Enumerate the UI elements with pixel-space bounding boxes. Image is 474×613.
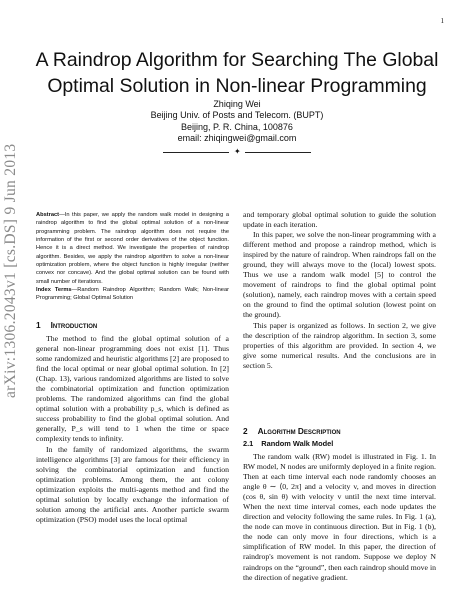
subsection-number: 2.1	[243, 439, 254, 448]
abstract-text: —In this paper, we apply the random walk model in designing a raindrop algorithm to find the global optimal solution of a non-linear programming problem. The raindrop algorithm does not require the information of the first or second order derivatives of the object function. Hence it is a direct method. We investigate the properties of raindrop algorithm. Besides, we apply the raindrop algorithm to solve a non-linear optimization problem, where the object function is highly irregular (neither convex nor concave). And the global optimal solution can be found with small number of iterations.	[36, 212, 229, 285]
paper-title	[30, 47, 444, 99]
author-block	[30, 99, 444, 144]
title-divider	[163, 149, 311, 156]
paper-title-line-1: A Raindrop Algorithm for Searching The Global	[35, 49, 439, 71]
author-affiliation: Beijing Univ. of Posts and Telecom. (BUPT)	[150, 110, 324, 121]
divider-line-right	[245, 152, 311, 153]
index-terms-text: —Random Raindrop Algorithm; Random Walk; Non-linear Programming; Global Optimal Solution	[36, 287, 229, 302]
index-terms-label: Index Terms	[36, 287, 72, 293]
author-email[interactable]: email: zhiqingwei@gmail.com	[177, 132, 297, 143]
random-walk-body	[243, 452, 436, 583]
section-number: 2	[243, 426, 248, 436]
section-heading-introduction	[36, 320, 97, 330]
introduction-body	[36, 334, 229, 525]
paper-title-line-2: Optimal Solution in Non-linear Programming	[47, 75, 427, 97]
divider-star-icon: ✦	[234, 147, 241, 156]
page-number: 1	[440, 17, 444, 25]
paragraph: In the family of randomized algorithms, the swarm intelligence algorithms [3] are famous for their efficiency in solving the combinatorial optimization and function optimization problems. Among them, the ant colony optimization exploits the multi-agents method and find the optimal solution by locally exchange the information of solution among the artificial ants. Another particle swarm optimization (PSO) model uses the local optimal	[36, 444, 229, 524]
subsection-title: Random Walk Model	[261, 439, 334, 448]
paragraph: and temporary global optimal solution to guide the solution update in each iteration.	[243, 210, 436, 230]
paragraph: The random walk (RW) model is illustrated in Fig. 1. In RW model, N nodes are uniformly deployed in a finite region. Then at each time interval each node randomly chooses an angle θ ∼ ⟨0, 2π] and a velocity v, and moves in direction (cos θ, sin θ) with velocity v until the next time interval. When the next time interval comes, each node updates the direction and velocity following the same rules. In Fig. 1 (a), the node can move in continuous direction. But in Fig. 1 (b), the node can only move in four directions, which is a simplification of RW model. In this paper, the direction of raindrop's movement is not random. Suppose we deploy N raindrops on the “ground”, then each raindrop should move in the direction of negative gradient.	[243, 452, 436, 582]
author-name: Zhiqing Wei	[213, 99, 261, 109]
section-title: Introduction	[50, 320, 98, 330]
author-city: Beijing, P. R. China, 100876	[181, 121, 293, 132]
arxiv-identifier-stamp[interactable]: arXiv:1306.2043v1 [cs.DS] 9 Jun 2013	[2, 143, 19, 398]
section-heading-algorithm	[243, 426, 341, 436]
section-number: 1	[36, 320, 41, 330]
paragraph: The method to find the global optimal solution of a general non-linear programming does not exist [1]. Thus some randomized and heuristic algorithms [2] are proposed to find the local optimal or near global optimal solution. In [2] (Chap. 13), various randomized algorithms are listed to solve the combinatorial optimization and function optimization problems. The randomized algorithms can find the global optimal solution with a probability p_s, which is defined as success probability to find the global optimal solution. And generally, P_s will tend to 1 when the time or space complexity tends to infinity.	[36, 334, 229, 444]
right-column-body	[243, 210, 436, 371]
subsection-heading-random-walk	[243, 439, 333, 449]
section-title: Algorithm Description	[257, 426, 341, 436]
paragraph: This paper is organized as follows. In section 2, we give the description of the raindrop algorithm. In section 3, some properties of this algorithm are provided. In section 4, we give some numerical results. And the conclusions are in section 5.	[243, 320, 436, 370]
paragraph: In this paper, we solve the non-linear programming with a different method and propose a raindrop method, which is inspired by the nature of raindrop. When raindrops fall on the ground, they will always move to the (local) lowest spots. Thus we use a random walk model [5] to control the movement of raindrops to find the global optimal point (solution), namely, each raindrop moves with a certain speed on the ground to find the optimal solution (lowest point on the ground).	[243, 230, 436, 320]
divider-line-left	[163, 152, 229, 153]
abstract	[36, 211, 229, 286]
index-terms	[36, 286, 229, 303]
abstract-label: Abstract	[36, 212, 60, 218]
